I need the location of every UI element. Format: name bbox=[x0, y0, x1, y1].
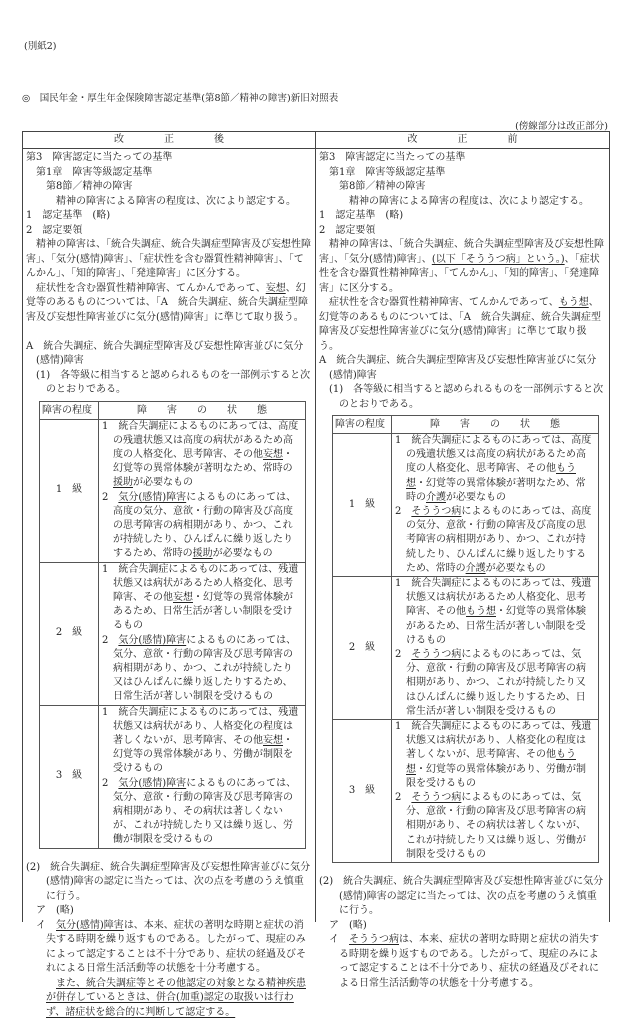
grade-description bbox=[392, 434, 599, 577]
description-item bbox=[395, 791, 595, 862]
text-segment: 1 統合失調症によるものにあっては、残遺状態又は病状があるため人格変化、思考障害、その他 bbox=[395, 578, 592, 618]
paragraph bbox=[319, 209, 606, 224]
text-segment: 1 統合失調症によるものにあっては、残遺状態又は病状があり、人格変化の程度は著しくないが、思考障害、その他 bbox=[395, 721, 592, 761]
paragraph bbox=[319, 875, 606, 919]
text-segment: ・幻覚等の異常体験があるため、日常生活が著しい制限を受けるもの bbox=[113, 591, 293, 632]
text-segment: 2 bbox=[102, 634, 119, 646]
amended-text: もう想 bbox=[406, 463, 576, 489]
amended-text: そううつ病 bbox=[411, 792, 462, 804]
amended-text: そううつ病 bbox=[411, 506, 462, 518]
column-header-before: 改 正 前 bbox=[316, 132, 609, 149]
text-segment: 1 統合失調症によるものにあっては、残遺状態又は病状があり、人格変化の程度は著しくないが、思考障害、その他 bbox=[102, 706, 299, 746]
text-segment: によるものにあっては、気分、意欲・行動の障害及び思考障害の病相期があり、かつ、これが持続したり又はひんぱんに繰り返したりするため、日常生活が著しい制限を受けるもの bbox=[406, 649, 586, 717]
paragraph bbox=[319, 296, 606, 354]
grade-row bbox=[40, 419, 306, 562]
text-segment: 第8節／精神の障害 bbox=[339, 181, 426, 192]
text-segment: 第1章 障害等級認定基準 bbox=[36, 166, 153, 178]
paragraph bbox=[26, 224, 312, 239]
description-item bbox=[395, 577, 595, 648]
paragraph bbox=[26, 861, 312, 905]
grade-label: 1 級 bbox=[40, 419, 99, 562]
text-segment: 1 統合失調症によるものにあっては、高度の残遺状態又は高度の病状があるため高度の人格変化、思考障害、その他 bbox=[102, 420, 299, 460]
text-segment: は、本来、症状の著明な時期と症状の消失する時期を繰り返すものである。したがって、現症のみによって認定することは不十分であり、症状の経過及びそれによる日常生活活動等の状態を十分考慮する。 bbox=[339, 934, 599, 989]
text-segment: 2 認定要領 bbox=[26, 224, 83, 236]
text-segment: ・幻覚等の異常体験が著明なため、常時の bbox=[113, 448, 293, 475]
paragraph bbox=[319, 238, 606, 296]
text-segment: 症状性を含む器質性精神障害、てんかんであって、 bbox=[26, 282, 266, 294]
text-segment: (2) 統合失調症、統合失調症型障害及び妄想性障害並びに気分(感情)障害の認定に当たっては、次の点を考慮のうえ慎重に行う。 bbox=[319, 876, 604, 917]
amended-text: 援助 bbox=[192, 548, 213, 560]
text-segment: (1) 各等級に相当すると認められるものを一部例示すると次のとおりである。 bbox=[36, 369, 311, 395]
text-segment: イ bbox=[36, 919, 56, 931]
text-segment: 、幻覚等のあるものについては、「A 統合失調症、統合失調症型障害及び妄想性障害並びに気分(感情)障害」に準じて取り扱う。 bbox=[319, 297, 602, 352]
text-segment: は、本来、症状の著明な時期と症状の消失する時期を繰り返すものである。したがって、現症のみによって認定することは不十分であり、症状の経過及びそれによる日常生活活動等の状態を十分考慮する。 bbox=[46, 919, 306, 975]
grade-label: 2 級 bbox=[333, 577, 392, 720]
amended-text: (以下「そううつ病」という。) bbox=[431, 253, 565, 265]
grade-row bbox=[40, 705, 306, 848]
grade-label: 2 級 bbox=[40, 562, 99, 705]
grade-table-header: 障害の程度 bbox=[40, 401, 99, 419]
paragraph bbox=[319, 919, 606, 934]
description-item bbox=[102, 420, 302, 491]
text-segment: 精神の障害は、「統合失調症、統合失調症型障害及び妄想性障害」、「気分(感情)障害」、 bbox=[319, 239, 604, 265]
paragraph bbox=[319, 354, 606, 383]
amended-text: 妄想 bbox=[265, 282, 286, 294]
paragraph bbox=[26, 195, 312, 210]
grade-label: 3 級 bbox=[333, 720, 392, 863]
text-segment: A 統合失調症、統合失調症型障害及び妄想性障害並びに気分(感情)障害 bbox=[26, 340, 304, 366]
paragraph bbox=[26, 151, 312, 166]
paragraph bbox=[319, 151, 606, 166]
text-segment: によるものにあっては、高度の気分、意欲・行動の障害及び高度の思考障害の病相期があり、かつ、これが持続したり、ひんぱんに繰り返したりするため、常時の bbox=[113, 491, 297, 560]
column-after-revision bbox=[23, 132, 316, 1018]
paragraph bbox=[319, 933, 606, 991]
description-item bbox=[395, 505, 595, 576]
text-segment: 第8節／精神の障害 bbox=[46, 181, 133, 192]
text-segment: イ bbox=[329, 934, 349, 946]
text-segment: 精神の障害による障害の程度は、次により認定する。 bbox=[349, 195, 589, 207]
text-segment: ・幻覚等の異常体験が著明なため、常時の bbox=[406, 477, 586, 503]
text-segment: によるものにあっては、高度の気分、意欲・行動の障害及び高度の思考障害の病相期があり、かつ、これが持続したり、ひんぱんに繰り返したりするため、常時の bbox=[406, 506, 592, 574]
amended-text: 気分(感情)障害 bbox=[118, 777, 187, 789]
text-segment: ・幻覚等の異常体験があり、労働が制限を受けるもの bbox=[113, 734, 293, 775]
text-segment: 1 認定基準 (略) bbox=[319, 210, 404, 221]
grade-description bbox=[99, 705, 306, 848]
amended-text: 気分(感情)障害 bbox=[56, 919, 124, 931]
text-segment: が必要なもの bbox=[212, 548, 273, 560]
text-segment bbox=[36, 978, 56, 989]
column-header-after: 改 正 後 bbox=[23, 132, 315, 149]
grade-description bbox=[392, 577, 599, 720]
grade-table-header: 障害の程度 bbox=[333, 416, 392, 434]
amended-text: 介護 bbox=[426, 491, 446, 503]
grade-description bbox=[99, 562, 306, 705]
text-segment: ア (略) bbox=[36, 905, 74, 917]
comparison-table bbox=[22, 131, 610, 1018]
grade-label: 3 級 bbox=[40, 705, 99, 848]
text-segment: が必要なもの bbox=[133, 477, 193, 489]
paragraph bbox=[26, 904, 312, 919]
text-segment: が必要なもの bbox=[446, 491, 506, 503]
text-segment: 第1章 障害等級認定基準 bbox=[329, 166, 446, 178]
text-segment: 2 bbox=[102, 777, 119, 789]
grade-row bbox=[333, 434, 599, 577]
text-segment: 2 bbox=[395, 792, 412, 804]
description-item bbox=[395, 648, 595, 719]
text-segment: 1 統合失調症によるものにあっては、残遺状態又は病状があるため人格変化、思考障害、その他 bbox=[102, 563, 299, 603]
paragraph bbox=[319, 166, 606, 181]
text-segment: によるものにあっては、気分、意欲・行動の障害及び思考障害の病相期があり、かつ、これが持続したり又はひんぱんに繰り返したりするため、日常生活が著しい制限を受けるもの bbox=[113, 634, 297, 703]
grade-description bbox=[392, 720, 599, 863]
grade-label: 1 級 bbox=[333, 434, 392, 577]
column-before-revision bbox=[316, 132, 609, 989]
paragraph bbox=[319, 224, 606, 239]
text-segment: 2 bbox=[102, 491, 119, 503]
grade-description bbox=[99, 419, 306, 562]
paragraph bbox=[319, 180, 606, 195]
paragraph bbox=[26, 180, 312, 195]
text-segment: によるものにあっては、気分、意欲・行動の障害及び思考障害の病相期があり、その病状は著しくないが、これが持続したり又は繰り返し、労働が制限を受けるもの bbox=[406, 792, 586, 860]
paragraph bbox=[26, 369, 312, 398]
amended-text: 援助 bbox=[113, 477, 133, 489]
paragraph bbox=[26, 977, 312, 1020]
amended-text: もう想 bbox=[466, 606, 496, 618]
description-item bbox=[102, 491, 302, 562]
amended-text: そううつ病 bbox=[411, 649, 462, 661]
amended-text: また、統合失調症等とその他認定の対象となる精神疾患が併存しているときは、併合(加重)認定の取扱いは行わず、諸症状を総合的に判断して認定する。 bbox=[46, 977, 306, 1018]
column-body-after bbox=[23, 149, 315, 1020]
text-segment: ・幻覚等の異常体験があり、労働が制限を受けるもの bbox=[406, 763, 586, 789]
text-segment: 2 bbox=[395, 506, 412, 518]
description-item bbox=[395, 434, 595, 505]
column-body-before bbox=[316, 149, 609, 991]
text-segment: 精神の障害は、「統合失調症、統合失調症型障害及び妄想性障害」、「気分(感情)障害」、「症状性を含む器質性精神障害」、「てんかん」、「知的障害」、「発達障害」に区分する。 bbox=[26, 239, 311, 279]
text-segment: (2) 統合失調症、統合失調症型障害及び妄想性障害並びに気分(感情)障害の認定に当たっては、次の点を考慮のうえ慎重に行う。 bbox=[26, 861, 311, 902]
underline-note: (傍線部分は改正部分) bbox=[515, 121, 608, 132]
text-segment: 第3 障害認定に当たっての基準 bbox=[26, 152, 173, 163]
amended-text: 介護 bbox=[465, 562, 486, 574]
grade-table-header: 障 害 の 状 態 bbox=[99, 401, 306, 419]
amended-text: そううつ病 bbox=[349, 934, 399, 946]
grade-table bbox=[332, 415, 599, 863]
grade-row bbox=[333, 577, 599, 720]
text-segment: 1 統合失調症によるものにあっては、高度の残遺状態又は高度の病状があるため高度の人格変化、思考障害、その他 bbox=[395, 435, 592, 475]
description-item bbox=[102, 777, 302, 848]
text-segment: 、幻覚等のあるものについては、「A 統合失調症、統合失調症型障害及び妄想性障害並びに気分(感情)障害」に準じて取り扱う。 bbox=[26, 282, 309, 323]
paragraph bbox=[26, 919, 312, 977]
description-item bbox=[395, 720, 595, 791]
amended-text: もう想 bbox=[558, 297, 589, 308]
text-segment: 2 認定要領 bbox=[319, 224, 376, 236]
paragraph bbox=[26, 340, 312, 369]
amended-text: もう想 bbox=[406, 749, 576, 775]
description-item bbox=[102, 634, 302, 705]
grade-table-header: 障 害 の 状 態 bbox=[392, 416, 599, 434]
text-segment: 症状性を含む器質性精神障害、てんかんであって、 bbox=[319, 297, 559, 308]
paragraph bbox=[319, 383, 606, 412]
text-segment: (1) 各等級に相当すると認められるものを一部例示すると次のとおりである。 bbox=[329, 384, 604, 410]
paragraph bbox=[26, 238, 312, 282]
annex-label: (別紙2) bbox=[24, 41, 57, 52]
spacer bbox=[26, 325, 312, 340]
amended-text: 妄想 bbox=[263, 734, 283, 746]
description-item bbox=[102, 706, 302, 777]
document-title: ◎ 国民年金・厚生年金保険障害認定基準(第8節／精神の障害)新旧対照表 bbox=[22, 93, 339, 104]
text-segment: ア (略) bbox=[329, 919, 367, 931]
text-segment: A 統合失調症、統合失調症型障害及び妄想性障害並びに気分(感情)障害 bbox=[319, 355, 597, 381]
text-segment: が必要なもの bbox=[485, 562, 546, 574]
text-segment: ・幻覚等の異常体験があるため、日常生活が著しい制限を受けるもの bbox=[406, 606, 586, 646]
description-item bbox=[102, 563, 302, 634]
text-segment: 2 bbox=[395, 649, 412, 661]
text-segment: 1 認定基準 (略) bbox=[26, 210, 111, 221]
paragraph bbox=[26, 166, 312, 181]
text-segment: 精神の障害による障害の程度は、次により認定する。 bbox=[56, 195, 296, 207]
grade-row bbox=[40, 562, 306, 705]
grade-table bbox=[39, 401, 306, 849]
amended-text: 妄想 bbox=[173, 591, 193, 603]
amended-text: 気分(感情)障害 bbox=[118, 634, 187, 646]
grade-row bbox=[333, 720, 599, 863]
paragraph bbox=[319, 195, 606, 210]
paragraph bbox=[26, 209, 312, 224]
paragraph bbox=[26, 282, 312, 326]
text-segment: 第3 障害認定に当たっての基準 bbox=[319, 152, 466, 163]
text-segment: 、「症状性を含む器質性精神障害」、「てんかん」、「知的障害」、「発達障害」に区分する。 bbox=[319, 253, 600, 294]
amended-text: 気分(感情)障害 bbox=[118, 491, 187, 503]
amended-text: 妄想 bbox=[263, 448, 283, 460]
text-segment: によるものにあっては、気分、意欲・行動の障害及び思考障害の病相期があり、その病状は著しくないが、これが持続したり又は繰り返し、労働が制限を受けるもの bbox=[113, 777, 297, 846]
